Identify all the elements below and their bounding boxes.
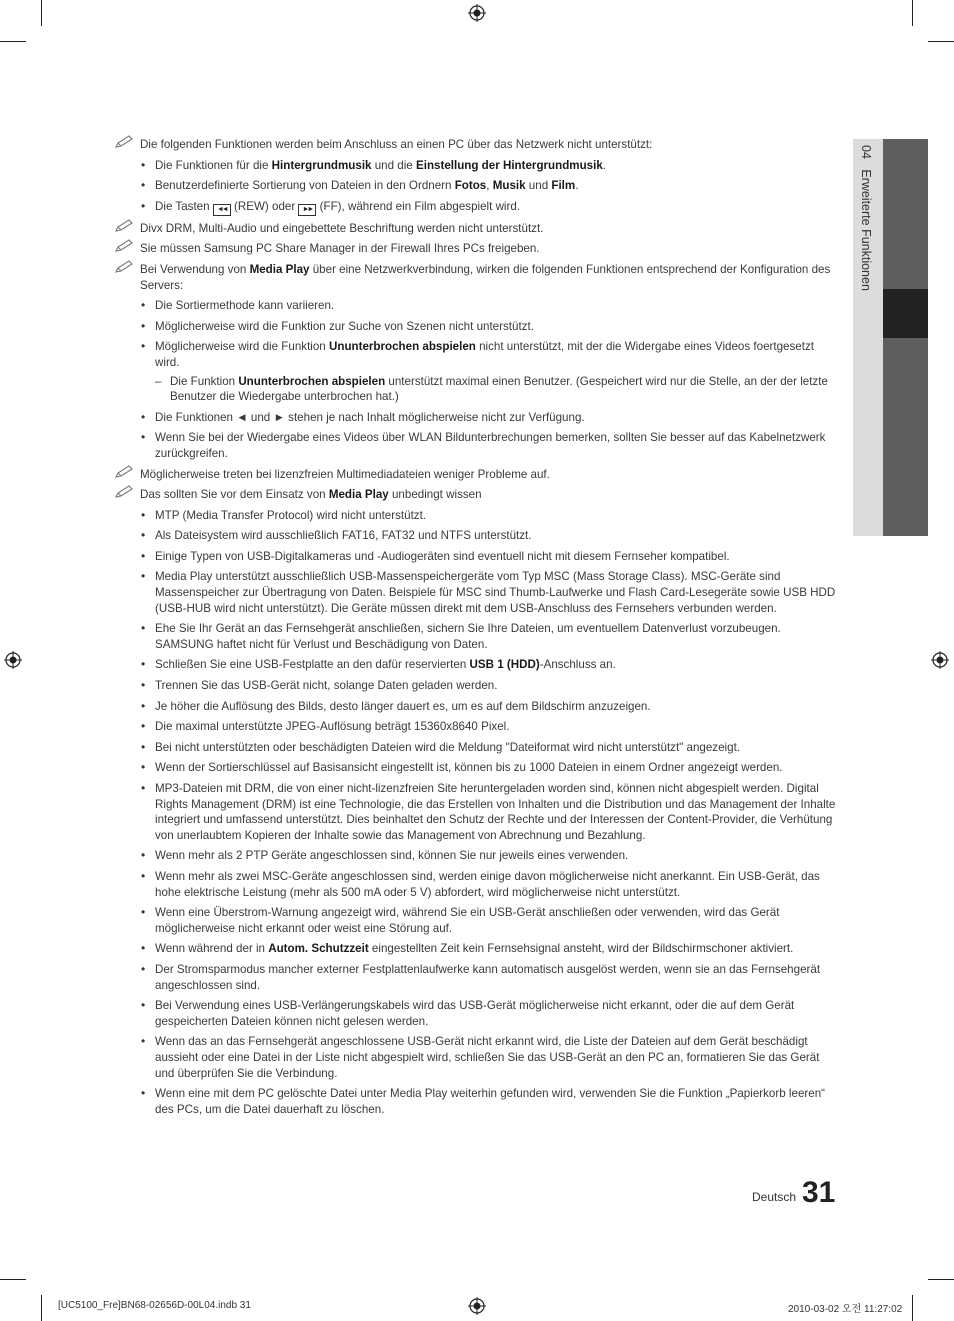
list-item: • Wenn das an das Fernsehgerät angeschlossene USB-Gerät nicht erkannt wird, die Liste der Dateien auf dem Gerät beschädigt aussieht oder eine Datei in der Liste nicht abgespielt wird, schließen Sie das USB-Gerät an den PC an, formatieren Sie das Gerät und überprüfen Sie die Verbindung. — [115, 1034, 840, 1081]
crop-mark — [912, 0, 913, 26]
list-item: • Die Tasten ◄◄ (REW) oder ►► (FF), während ein Film abgespielt wird. — [115, 199, 840, 216]
list-item: • Wenn der Sortierschlüssel auf Basisansicht eingestellt ist, können bis zu 1000 Dateien in einem Ordner angezeigt werden. — [115, 760, 840, 776]
note-pencil-icon — [115, 260, 135, 274]
chapter-title: Erweiterte Funktionen — [859, 169, 873, 291]
list-item: • Als Dateisystem wird ausschließlich FAT16, FAT32 und NTFS unterstützt. — [115, 528, 840, 544]
list-item: • Wenn mehr als zwei MSC-Geräte angeschlossen sind, werden einige davon möglicherweise nicht anerkannt. Ein USB-Gerät, das hohe elektrische Leistung (mehr als 500 mA oder 5 V) abfordert, wird möglicherweise nicht unterstützt. — [115, 869, 840, 900]
note-pencil-icon — [115, 135, 135, 149]
registration-mark-icon — [931, 651, 949, 669]
footer-language: Deutsch — [752, 1190, 797, 1204]
crop-mark — [41, 0, 42, 26]
list-item: • Möglicherweise wird die Funktion Ununterbrochen abspielen nicht unterstützt, mit der die Widergabe eines Videos foertgesetzt wird. — [115, 339, 840, 370]
list-item: • Benutzerdefinierte Sortierung von Dateien in den Ordnern Fotos, Musik und Film. — [115, 178, 840, 194]
list-item: • Wenn während der in Autom. Schutzzeit eingestellten Zeit kein Fernsehsignal ansteht, wird der Bildschirmschoner aktiviert. — [115, 941, 840, 957]
note-pencil-icon — [115, 465, 135, 479]
registration-mark-icon — [4, 651, 22, 669]
crop-mark — [928, 1279, 954, 1280]
rewind-key-icon: ◄◄ — [213, 204, 231, 216]
list-item: • MTP (Media Transfer Protocol) wird nicht unterstützt. — [115, 508, 840, 524]
list-item: • Möglicherweise wird die Funktion zur Suche von Szenen nicht unterstützt. — [115, 319, 840, 335]
note-pencil-icon — [115, 485, 135, 499]
chapter-number: 04 — [859, 145, 873, 159]
page-number: 31 — [802, 1176, 836, 1209]
print-timestamp: 2010-03-02 오전 11:27:02 — [788, 1304, 903, 1315]
crop-mark — [41, 1295, 42, 1321]
note: Das sollten Sie vor dem Einsatz von Media Play unbedingt wissen — [115, 487, 840, 503]
note-pencil-icon — [115, 219, 135, 233]
note-pencil-icon — [115, 239, 135, 253]
list-item: • Media Play unterstützt ausschließlich USB-Massenspeichergeräte vom Typ MSC (Mass Storage Class). MSC-Geräte sind Massenspeicher zur Übertragung von Daten. Beispiele für MSC sind Thumb-Laufwerke und Flash Card-Lesegeräte sowie USB HDD (USB-HUB wird nicht unterstützt). Die Geräte müssen direkt mit dem USB-Anschluss des Fernsehers verbunden werden. — [115, 569, 840, 616]
list-item: • Einige Typen von USB-Digitalkameras und -Audiogeräten sind eventuell nicht mit diesem Fernseher kompatibel. — [115, 549, 840, 565]
sub-list-item: – Die Funktion Ununterbrochen abspielen unterstützt maximal einen Benutzer. (Gespeichert wird nur die Stelle, an der der letzte Benutzer die Wiedergabe unterbrochen hat.) — [115, 374, 840, 405]
list-item: • MP3-Dateien mit DRM, die von einer nicht-lizenzfreien Site heruntergeladen worden sind, können nicht abgespielt werden. Digital Rights Management (DRM) ist eine Technologie, die das Erstellen von Inhalten und die Distribution und das Management der Inhalte integriert und umfassend unterstützt. Dies beinhaltet den Schutz der Rechte und der Interessen der Content-Provider, die Verhütung von unerlaubtem Kopieren der Inhalte sowie das Management von Abrechnung und Bezahlung. — [115, 781, 840, 843]
list-item: • Der Stromsparmodus mancher externer Festplattenlaufwerke kann automatisch ausgelöst werden, wenn sie an das Fernsehgerät angeschlossen sind. — [115, 962, 840, 993]
registration-mark-icon — [468, 4, 486, 22]
list-item: • Die maximal unterstützte JPEG-Auflösung beträgt 15360x8640 Pixel. — [115, 719, 840, 735]
list-item: • Je höher die Auflösung des Bilds, desto länger dauert es, um es auf dem Bildschirm anzuzeigen. — [115, 699, 840, 715]
list-item: • Wenn eine mit dem PC gelöschte Datei unter Media Play weiterhin gefunden wird, verwenden Sie die Funktion „Papierkorb leeren“ des PCs, um die Datei dauerhaft zu löschen. — [115, 1086, 840, 1117]
list-item: • Bei Verwendung eines USB-Verlängerungskabels wird das USB-Gerät möglicherweise nicht erkannt, oder die auf dem Gerät gespeicherten Dateien können nicht gelesen werden. — [115, 998, 840, 1029]
list-item: • Die Funktionen ◄ und ► stehen je nach Inhalt möglicherweise nicht zur Verfügung. — [115, 410, 840, 426]
list-item: • Die Sortiermethode kann variieren. — [115, 298, 840, 314]
print-file-info: [UC5100_Fre]BN68-02656D-00L04.indb 31 — [58, 1300, 251, 1311]
list-item: • Wenn eine Überstrom-Warnung angezeigt wird, während Sie ein USB-Gerät anschließen oder verwenden, wird das Gerät möglicherweise nicht erkannt oder weist eine Störung auf. — [115, 905, 840, 936]
note: Möglicherweise treten bei lizenzfreien Multimediadateien weniger Probleme auf. — [115, 467, 840, 483]
chapter-tab-marker — [883, 289, 928, 338]
registration-mark-icon — [468, 1297, 486, 1315]
list-item: • Schließen Sie eine USB-Festplatte an den dafür reservierten USB 1 (HDD)-Anschluss an. — [115, 657, 840, 673]
crop-mark — [0, 1279, 26, 1280]
list-item: • Wenn mehr als 2 PTP Geräte angeschlossen sind, können Sie nur jeweils eines verwenden. — [115, 848, 840, 864]
fast-forward-key-icon: ►► — [298, 204, 316, 216]
note: Divx DRM, Multi-Audio und eingebettete Beschriftung werden nicht unterstützt. — [115, 221, 840, 237]
note: Sie müssen Samsung PC Share Manager in der Firewall Ihres PCs freigeben. — [115, 241, 840, 257]
chapter-tab-label — [859, 145, 873, 291]
list-item: • Wenn Sie bei der Wiedergabe eines Videos über WLAN Bildunterbrechungen bemerken, sollten Sie besser auf das Kabelnetzwerk zurückgreifen. — [115, 430, 840, 461]
main-content — [115, 137, 840, 1117]
list-item: • Bei nicht unterstützten oder beschädigten Dateien wird die Meldung "Dateiformat wird nicht unterstützt" angezeigt. — [115, 740, 840, 756]
crop-mark — [912, 1295, 913, 1321]
list-item: • Trennen Sie das USB-Gerät nicht, solange Daten geladen werden. — [115, 678, 840, 694]
crop-mark — [0, 41, 26, 42]
crop-mark — [928, 41, 954, 42]
list-item: • Ehe Sie Ihr Gerät an das Fernsehgerät anschließen, sichern Sie Ihre Dateien, um eventuellem Datenverlust vorzubeugen. SAMSUNG haftet nicht für Verlust und Beschädigung von Daten. — [115, 621, 840, 652]
note: Die folgenden Funktionen werden beim Anschluss an einen PC über das Netzwerk nicht unterstützt: — [115, 137, 840, 153]
note: Bei Verwendung von Media Play über eine Netzwerkverbindung, wirken die folgenden Funktionen entsprechend der Konfiguration des Servers: — [115, 262, 840, 293]
list-item: • Die Funktionen für die Hintergrundmusik und die Einstellung der Hintergrundmusik. — [115, 158, 840, 174]
